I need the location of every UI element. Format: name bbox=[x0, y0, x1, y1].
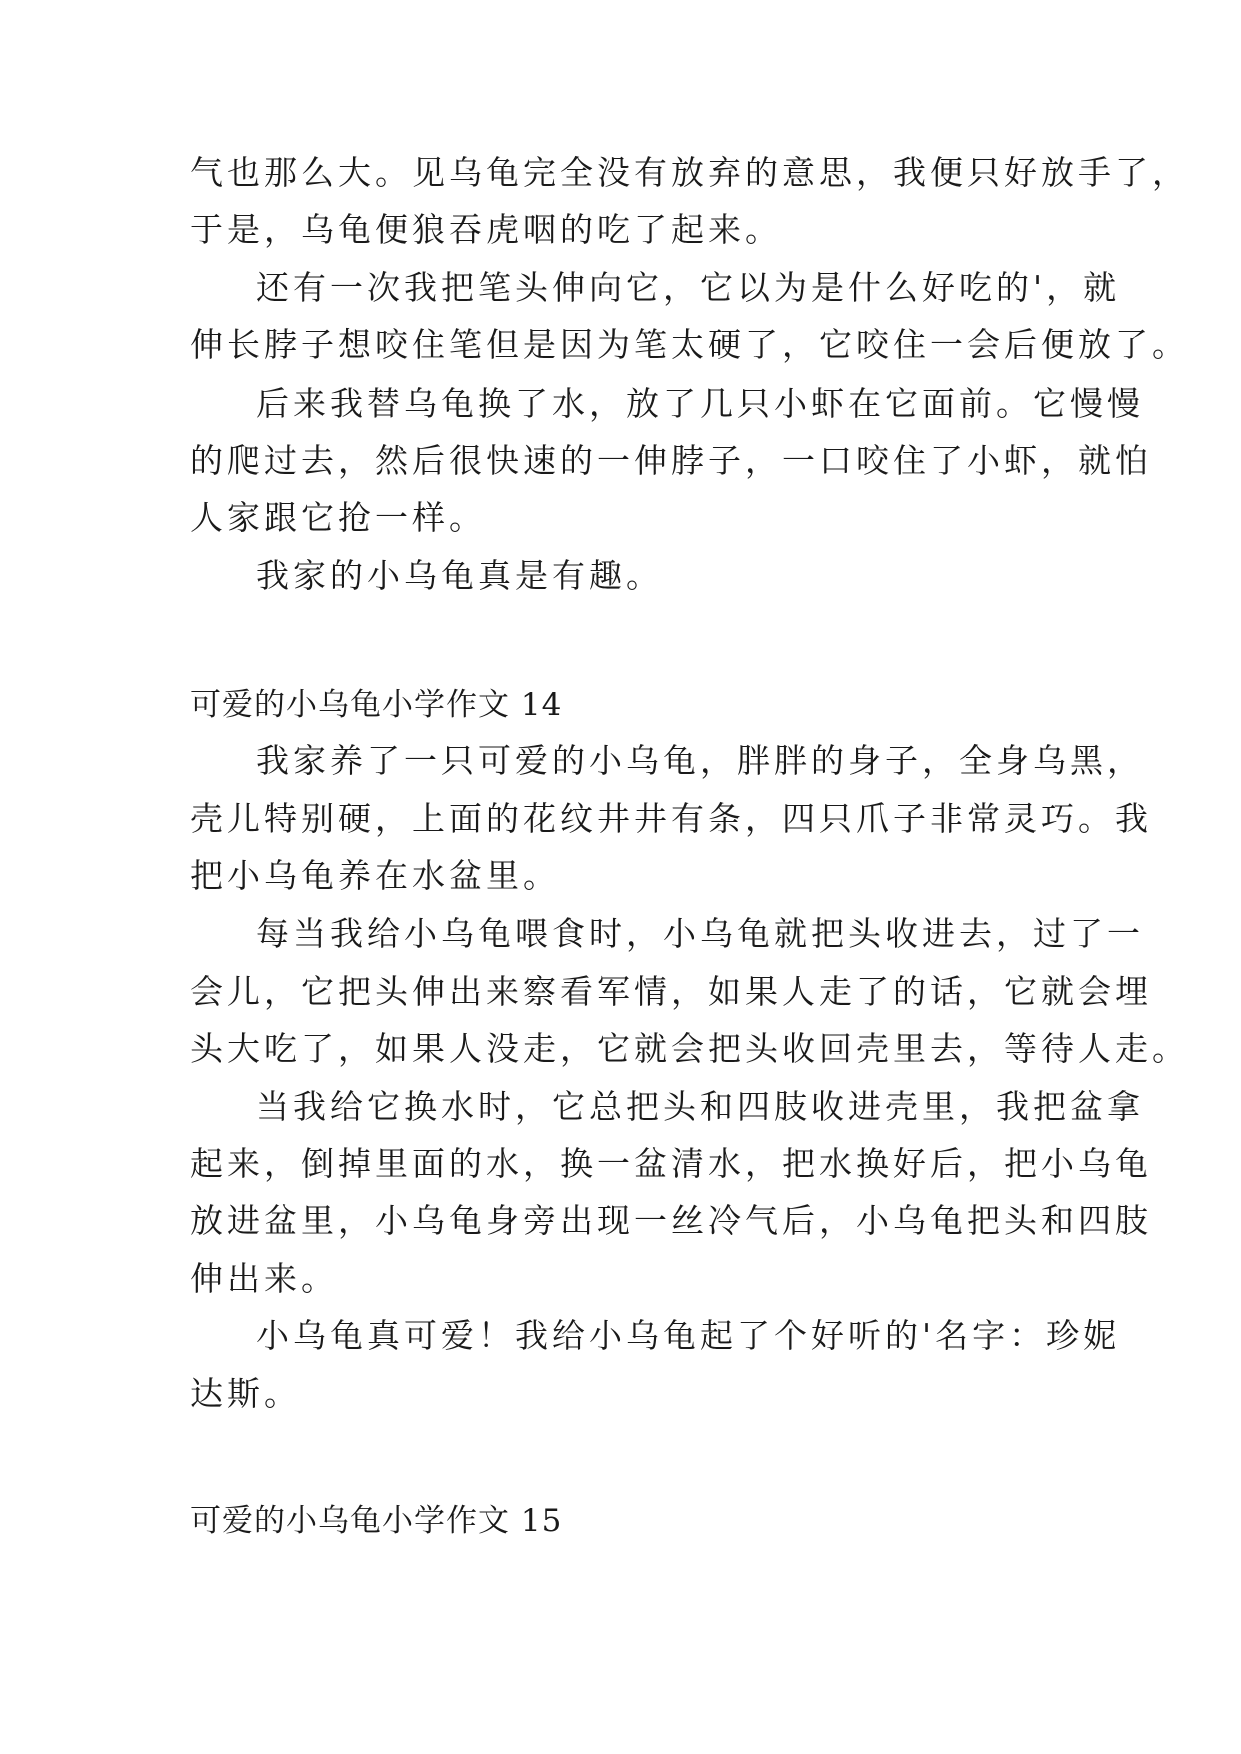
paragraph-line: 我家养了一只可爱的小乌龟，胖胖的身子，全身乌黑， bbox=[256, 741, 1144, 780]
paragraph-line: 人家跟它抢一样。 bbox=[190, 498, 486, 537]
paragraph-line: 把小乌龟养在水盆里。 bbox=[190, 856, 560, 895]
paragraph-line: 起来，倒掉里面的水，换一盆清水，把水换好后，把小乌龟 bbox=[190, 1144, 1152, 1183]
section-heading: 可爱的小乌龟小学作文 14 bbox=[190, 687, 563, 723]
paragraph-line: 还有一次我把笔头伸向它，它以为是什么好吃的'，就 bbox=[256, 268, 1121, 307]
paragraph-line: 壳儿特别硬，上面的花纹井井有条，四只爪子非常灵巧。我 bbox=[190, 799, 1152, 838]
paragraph-line: 头大吃了，如果人没走，它就会把头收回壳里去，等待人走。 bbox=[190, 1029, 1189, 1068]
paragraph-line: 于是，乌龟便狼吞虎咽的吃了起来。 bbox=[190, 210, 782, 249]
paragraph-line: 伸出来。 bbox=[190, 1259, 338, 1298]
paragraph-line: 达斯。 bbox=[190, 1374, 301, 1413]
paragraph-line: 我家的小乌龟真是有趣。 bbox=[256, 556, 663, 595]
paragraph-line: 气也那么大。见乌龟完全没有放弃的意思，我便只好放手了， bbox=[190, 153, 1189, 192]
paragraph-line: 伸长脖子想咬住笔但是因为笔太硬了，它咬住一会后便放了。 bbox=[190, 325, 1189, 364]
paragraph-line: 小乌龟真可爱！我给小乌龟起了个好听的'名字：珍妮 bbox=[256, 1316, 1121, 1355]
paragraph-line: 会儿，它把头伸出来察看军情，如果人走了的话，它就会埋 bbox=[190, 972, 1152, 1011]
paragraph-line: 当我给它换水时，它总把头和四肢收进壳里，我把盆拿 bbox=[256, 1087, 1144, 1126]
paragraph-line: 放进盆里，小乌龟身旁出现一丝冷气后，小乌龟把头和四肢 bbox=[190, 1201, 1152, 1240]
paragraph-line: 每当我给小乌龟喂食时，小乌龟就把头收进去，过了一 bbox=[256, 914, 1144, 953]
paragraph-line: 的爬过去，然后很快速的一伸脖子，一口咬住了小虾，就怕 bbox=[190, 441, 1152, 480]
section-heading: 可爱的小乌龟小学作文 15 bbox=[190, 1503, 563, 1539]
paragraph-line: 后来我替乌龟换了水，放了几只小虾在它面前。它慢慢 bbox=[256, 384, 1144, 423]
